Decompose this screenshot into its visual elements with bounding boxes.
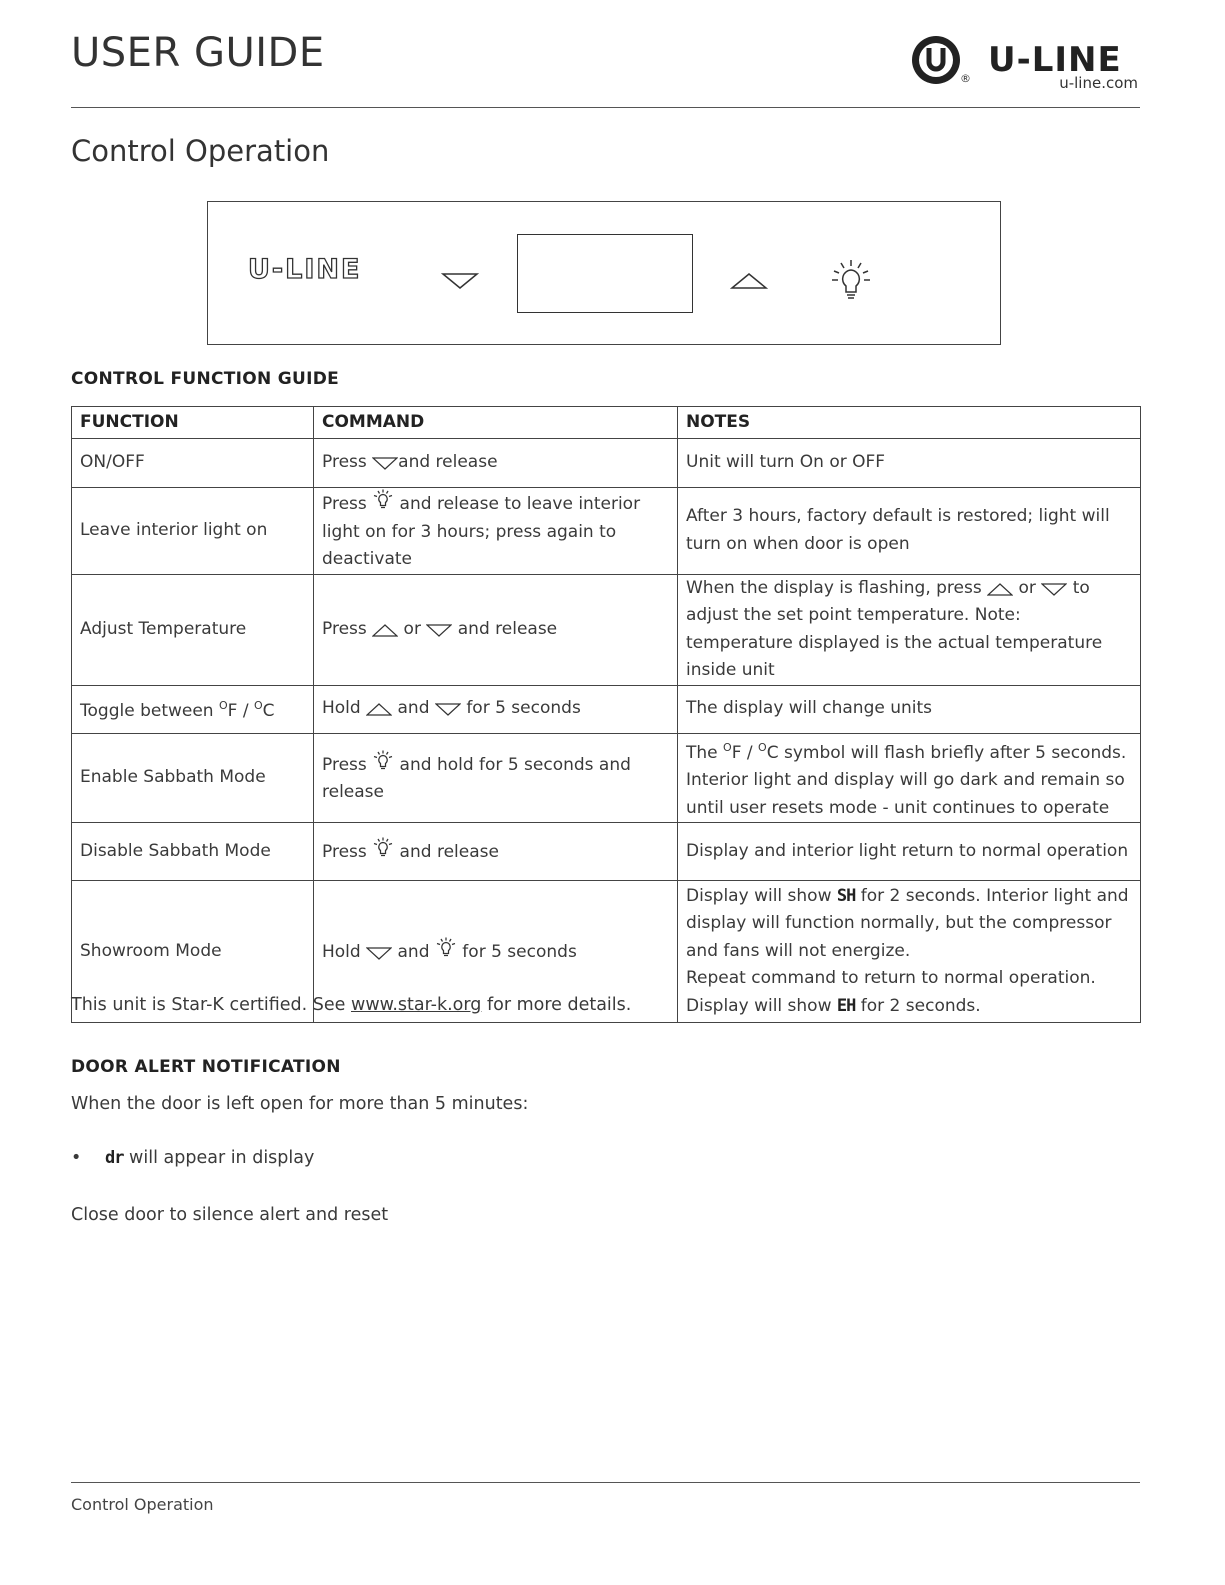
light-bulb-icon bbox=[829, 258, 873, 304]
notes-cell: Unit will turn On or OFF bbox=[678, 439, 1141, 488]
command-text: and hold for 5 seconds and release bbox=[322, 754, 631, 803]
degree-mark: O bbox=[758, 740, 767, 754]
command-text: Press bbox=[322, 494, 373, 514]
control-panel-illustration bbox=[207, 201, 1001, 345]
footer-divider bbox=[71, 1482, 1140, 1483]
star-k-note bbox=[71, 995, 631, 1015]
uline-mark-icon bbox=[910, 34, 962, 86]
table-row bbox=[72, 574, 1141, 685]
function-cell: Adjust Temperature bbox=[72, 574, 314, 685]
function-text: C bbox=[262, 701, 275, 722]
control-function-table bbox=[71, 406, 1141, 1023]
notes-cell bbox=[678, 881, 1141, 1023]
command-text: and release to leave interior light on for 3 hours; press again to deactivate bbox=[322, 494, 641, 569]
control-guide-heading: CONTROL FUNCTION GUIDE bbox=[71, 369, 340, 389]
registered-mark: ® bbox=[960, 72, 971, 85]
degree-mark: O bbox=[723, 740, 732, 754]
up-arrow-icon bbox=[730, 272, 768, 290]
command-text: and bbox=[392, 698, 435, 719]
light-bulb-icon bbox=[372, 488, 394, 512]
star-k-link[interactable]: www.star-k.org bbox=[351, 995, 482, 1015]
segment-display-code: SH bbox=[836, 885, 856, 906]
brand-url: u-line.com bbox=[1059, 74, 1138, 92]
segment-display-code: EH bbox=[836, 995, 856, 1016]
light-bulb-icon bbox=[372, 836, 394, 860]
table-row bbox=[72, 488, 1141, 575]
up-arrow-icon bbox=[987, 583, 1013, 596]
up-arrow-icon bbox=[372, 624, 398, 637]
notes-text: Repeat command to return to normal operation. bbox=[686, 968, 1096, 989]
down-arrow-icon bbox=[372, 457, 398, 470]
display-window bbox=[517, 234, 693, 313]
notes-text: When the display is flashing, press bbox=[686, 577, 988, 598]
notes-text: or bbox=[1013, 577, 1042, 598]
notes-cell bbox=[678, 733, 1141, 823]
command-text: for 5 seconds bbox=[466, 698, 581, 719]
notes-text: F / bbox=[731, 742, 759, 763]
panel-logo: U-LINE bbox=[248, 254, 362, 285]
notes-cell: The display will change units bbox=[678, 685, 1141, 733]
function-cell: ON/OFF bbox=[72, 439, 314, 488]
function-cell bbox=[72, 685, 314, 733]
column-header-notes: NOTES bbox=[678, 407, 1141, 439]
header-divider bbox=[71, 107, 1140, 108]
command-cell bbox=[314, 574, 678, 685]
command-cell bbox=[314, 823, 678, 881]
notes-text: Display will show bbox=[686, 885, 837, 906]
function-text: Toggle between bbox=[80, 701, 219, 722]
column-header-function: FUNCTION bbox=[72, 407, 314, 439]
command-text: and bbox=[392, 942, 435, 963]
function-cell: Showroom Mode bbox=[72, 881, 314, 1023]
command-text: and release bbox=[394, 842, 499, 863]
command-text: Press bbox=[322, 452, 373, 473]
down-arrow-icon bbox=[435, 703, 461, 716]
command-text: and release bbox=[398, 452, 498, 473]
down-arrow-icon bbox=[441, 272, 479, 290]
command-text: Hold bbox=[322, 698, 367, 719]
notes-text: to adjust the set point temperature. Note: temperature displayed is the actual temperature inside unit bbox=[686, 577, 1103, 680]
star-k-text: This unit is Star-K certified. See bbox=[71, 995, 351, 1015]
command-text: and release bbox=[452, 618, 558, 639]
command-text: for 5 seconds bbox=[456, 942, 577, 963]
up-arrow-icon bbox=[366, 703, 392, 716]
degree-mark: O bbox=[218, 699, 228, 713]
command-text: Press bbox=[322, 842, 373, 863]
function-text: F / bbox=[227, 701, 254, 722]
notes-cell: After 3 hours, factory default is restored; light will turn on when door is open bbox=[678, 488, 1141, 575]
notes-text: The bbox=[686, 742, 724, 763]
bullet-mark: • bbox=[71, 1148, 82, 1168]
table-row bbox=[72, 823, 1141, 881]
function-cell: Leave interior light on bbox=[72, 488, 314, 575]
bullet-text bbox=[105, 1148, 314, 1168]
command-cell bbox=[314, 488, 678, 575]
door-alert-closing: Close door to silence alert and reset bbox=[71, 1205, 389, 1225]
notes-text: for 2 seconds. bbox=[855, 995, 981, 1016]
function-cell: Enable Sabbath Mode bbox=[72, 733, 314, 823]
column-header-command: COMMAND bbox=[314, 407, 678, 439]
notes-cell bbox=[678, 574, 1141, 685]
table-row bbox=[72, 685, 1141, 733]
function-cell: Disable Sabbath Mode bbox=[72, 823, 314, 881]
notes-cell: Display and interior light return to normal operation bbox=[678, 823, 1141, 881]
door-alert-heading: DOOR ALERT NOTIFICATION bbox=[71, 1057, 341, 1077]
down-arrow-icon bbox=[426, 624, 452, 637]
down-arrow-icon bbox=[366, 947, 392, 960]
notes-text: C symbol will flash briefly after 5 seconds. Interior light and display will go dark and remain so until user resets mode - unit continues to operate bbox=[686, 742, 1127, 818]
brand-logo bbox=[910, 32, 1140, 94]
document-title: USER GUIDE bbox=[71, 30, 325, 76]
command-text: Hold bbox=[322, 942, 367, 963]
brand-name: U-LINE bbox=[988, 40, 1122, 80]
down-arrow-icon bbox=[1041, 583, 1067, 596]
light-bulb-icon bbox=[372, 749, 394, 773]
command-cell bbox=[314, 733, 678, 823]
footer-label: Control Operation bbox=[71, 1495, 214, 1514]
command-text: Press bbox=[322, 618, 373, 639]
command-cell bbox=[314, 685, 678, 733]
light-bulb-icon bbox=[435, 936, 457, 960]
table-header-row bbox=[72, 407, 1141, 439]
star-k-text: for more details. bbox=[481, 995, 632, 1015]
bullet-label: will appear in display bbox=[123, 1148, 315, 1168]
degree-mark: O bbox=[253, 699, 263, 713]
notes-text: for 2 seconds. Interior light and display will function normally, but the compressor and fans will not energize. bbox=[686, 885, 1129, 961]
section-title: Control Operation bbox=[71, 134, 330, 168]
command-text: or bbox=[398, 618, 427, 639]
notes-text: Display will show bbox=[686, 995, 837, 1016]
door-alert-intro: When the door is left open for more than 5 minutes: bbox=[71, 1094, 529, 1114]
command-text: Press bbox=[322, 754, 373, 775]
command-cell bbox=[314, 439, 678, 488]
segment-display-code: dr bbox=[105, 1148, 124, 1168]
table-row bbox=[72, 733, 1141, 823]
table-row bbox=[72, 439, 1141, 488]
